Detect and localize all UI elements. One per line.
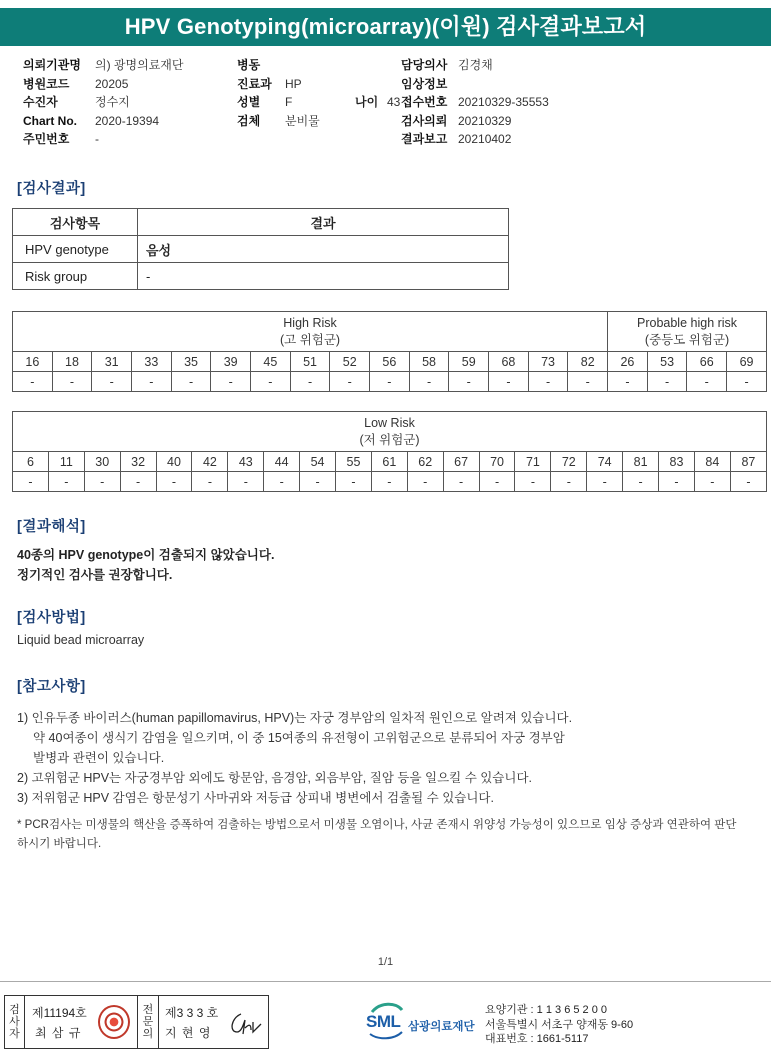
genotype-result-cell: - (371, 472, 407, 492)
note-line: 2) 고위험군 HPV는 자궁경부암 외에도 항문암, 음경암, 외음부암, 질암 등을 일으킬 수 있습니다. (17, 771, 533, 785)
genotype-result-cell: - (228, 472, 264, 492)
info-label: 병동 (237, 58, 261, 72)
info-value: 2020-19394 (95, 113, 160, 128)
table-row (13, 236, 509, 263)
genotype-result-cell: - (528, 372, 568, 392)
genotype-result-cell: - (647, 372, 687, 392)
info-value: 김경채 (458, 58, 493, 72)
genotype-cell: 43 (228, 452, 264, 472)
genotype-cell: 69 (727, 352, 767, 372)
info-value: F (285, 95, 293, 110)
genotype-cell: 26 (608, 352, 648, 372)
genotype-result-cell: - (264, 472, 300, 492)
genotype-result-cell: - (84, 472, 120, 492)
org-info-line: 서울특별시 서초구 양재동 9-60 (485, 1018, 634, 1031)
high-risk-table (12, 311, 767, 392)
genotype-cell: 32 (120, 452, 156, 472)
notes-list (17, 708, 737, 808)
seal-icon (98, 1005, 130, 1039)
genotype-result-cell: - (171, 372, 211, 392)
genotype-result-cell: - (687, 372, 727, 392)
info-row (23, 75, 183, 94)
row-item: Risk group (13, 263, 138, 290)
genotype-result-cell: - (330, 372, 370, 392)
info-label: 수진자 (23, 95, 58, 110)
info-value: 20205 (95, 76, 129, 91)
genotype-result-cell: - (694, 472, 730, 492)
info-row (401, 75, 549, 94)
genotype-result-cell: - (211, 372, 251, 392)
genotype-result-cell: - (251, 372, 291, 392)
genotype-result-cell: - (52, 372, 92, 392)
section-interpretation-heading: [결과해석] (17, 519, 86, 535)
org-name: 삼광의료재단 (408, 1021, 475, 1033)
footer-divider (0, 981, 771, 982)
genotype-result-cell: - (92, 372, 132, 392)
genotype-cell: 81 (623, 452, 659, 472)
section-result-heading: [검사결과] (17, 181, 86, 197)
genotype-cell: 83 (659, 452, 695, 472)
genotype-result-cell: - (449, 372, 489, 392)
genotype-result-cell: - (489, 372, 529, 392)
specialist-name: 지 현 영 (165, 1026, 212, 1040)
genotype-cell: 70 (479, 452, 515, 472)
examiner-license: 제11194호 (32, 1006, 87, 1020)
genotype-cell: 87 (730, 452, 766, 472)
org-info-line: 요양기관 : 1 1 3 6 5 2 0 0 (485, 1004, 608, 1016)
age-value: 43 (387, 95, 401, 110)
signature-box (4, 995, 269, 1049)
row-item: HPV genotype (13, 236, 138, 263)
high-risk-title: High Risk (283, 315, 337, 330)
note-line: 발병과 관련이 있습니다. (33, 751, 165, 765)
genotype-result-cell: - (132, 372, 172, 392)
high-risk-header (13, 312, 608, 352)
genotype-cell: 16 (13, 352, 53, 372)
info-label: 검체 (237, 113, 261, 128)
footnote: * PCR검사는 미생물의 핵산을 증폭하여 검출하는 방법으로서 미생물 오염이나, 사균 존재시 위양성 가능성이 있으므로 임상 증상과 연관하여 판단하시기 바랍니다. (17, 819, 737, 850)
info-column-1 (23, 56, 183, 149)
note-line: 1) 인유두종 바이러스(human papillomavirus, HPV)는 자궁 경부암의 일차적 원인으로 알려져 있습니다. (17, 711, 573, 725)
info-row (401, 93, 549, 112)
interpretation-line: 정기적인 검사를 권장합니다. (17, 567, 173, 582)
genotype-cell: 55 (336, 452, 372, 472)
genotype-cell: 68 (489, 352, 529, 372)
info-row (23, 130, 183, 149)
genotype-cell: 82 (568, 352, 608, 372)
genotype-result-cell: - (336, 472, 372, 492)
info-label: 임상정보 (401, 76, 448, 91)
genotype-cell: 35 (171, 352, 211, 372)
info-column-3 (401, 56, 549, 149)
genotype-cell: 58 (409, 352, 449, 372)
genotype-cell: 67 (443, 452, 479, 472)
genotype-result-cell: - (608, 372, 648, 392)
interpretation-text (17, 546, 274, 585)
info-row (23, 56, 183, 75)
info-value: - (95, 132, 99, 147)
info-label: 결과보고 (401, 132, 448, 147)
info-label: 접수번호 (401, 95, 448, 110)
risk-header-row (13, 412, 767, 452)
examiner-label-text: 검 사 자 (9, 1004, 20, 1040)
info-value: 의) 광명의료재단 (95, 58, 184, 72)
genotype-cell: 31 (92, 352, 132, 372)
low-risk-header (13, 412, 767, 452)
genotype-result-cell: - (192, 472, 228, 492)
genotype-result-cell: - (13, 472, 49, 492)
genotype-result-cell: - (407, 472, 443, 492)
genotype-result-cell: - (727, 372, 767, 392)
table-header-row (13, 209, 509, 236)
genotype-result-cell: - (13, 372, 53, 392)
specialist-label-text: 전 문 의 (142, 1004, 154, 1040)
row-result: - (138, 263, 509, 290)
info-row (237, 93, 400, 112)
genotype-cell: 72 (551, 452, 587, 472)
genotype-result-cell: - (48, 472, 84, 492)
genotype-cell: 39 (211, 352, 251, 372)
org-info-line: 대표번호 : 1661-5117 (485, 1033, 589, 1045)
report-title: HPV Genotyping(microarray)(이원) 검사결과보고서 (0, 8, 771, 46)
header-item: 검사항목 (13, 209, 138, 236)
sml-logo-text: SML (366, 1012, 401, 1031)
genotype-result-cell: - (156, 472, 192, 492)
genotype-cell: 74 (587, 452, 623, 472)
info-row (23, 112, 183, 131)
genotype-cell: 40 (156, 452, 192, 472)
signature-icon (227, 1010, 263, 1038)
genotype-cell: 73 (528, 352, 568, 372)
note-line: 3) 저위험군 HPV 감염은 항문성기 사마귀와 저등급 상피내 병변에서 검출될 수 있습니다. (17, 791, 494, 805)
genotype-cell: 53 (647, 352, 687, 372)
info-row (237, 56, 400, 75)
probable-risk-title: Probable high risk (637, 315, 738, 330)
genotype-cell: 59 (449, 352, 489, 372)
genotype-result-cell: - (290, 372, 330, 392)
info-label: 검사의뢰 (401, 113, 448, 128)
interpretation-line: 40종의 HPV genotype이 검출되지 않았습니다. (17, 548, 275, 562)
result-row (13, 472, 767, 492)
genotype-result-cell: - (623, 472, 659, 492)
info-row (23, 93, 183, 112)
low-risk-title: Low Risk (364, 415, 415, 430)
genotype-row (13, 352, 767, 372)
high-risk-subtitle: (고 위험군) (279, 332, 341, 347)
org-info (485, 1003, 633, 1047)
info-row (237, 112, 400, 131)
info-label: 주민번호 (23, 132, 70, 147)
genotype-cell: 52 (330, 352, 370, 372)
genotype-result-cell: - (120, 472, 156, 492)
method-text: Liquid bead microarray (17, 633, 145, 647)
info-row (401, 112, 549, 131)
section-method-heading: [검사방법] (17, 610, 86, 626)
info-label: Chart No. (23, 113, 77, 128)
genotype-result-cell: - (568, 372, 608, 392)
genotype-cell: 62 (407, 452, 443, 472)
genotype-cell: 44 (264, 452, 300, 472)
genotype-result-cell: - (479, 472, 515, 492)
info-value: 20210402 (458, 132, 512, 147)
low-risk-subtitle: (저 위험군) (359, 432, 420, 447)
info-row (237, 75, 400, 94)
probable-risk-subtitle: (중등도 위험군) (644, 332, 730, 347)
specialist-label (137, 996, 159, 1048)
genotype-result-cell: - (551, 472, 587, 492)
genotype-cell: 51 (290, 352, 330, 372)
page-number: 1/1 (377, 956, 394, 968)
genotype-cell: 84 (694, 452, 730, 472)
genotype-cell: 45 (251, 352, 291, 372)
examiner-label (5, 996, 25, 1048)
examiner-name: 최 삼 규 (35, 1026, 82, 1040)
risk-header-row (13, 312, 767, 352)
info-label: 진료과 (237, 76, 272, 91)
genotype-result-cell: - (300, 472, 336, 492)
header-result: 결과 (138, 209, 509, 236)
genotype-cell: 6 (13, 452, 49, 472)
genotype-row (13, 452, 767, 472)
result-row (13, 372, 767, 392)
genotype-cell: 54 (300, 452, 336, 472)
info-label: 병원코드 (23, 76, 70, 91)
low-risk-table (12, 411, 767, 492)
info-column-2 (237, 56, 400, 130)
genotype-result-cell: - (515, 472, 551, 492)
genotype-result-cell: - (409, 372, 449, 392)
genotype-cell: 66 (687, 352, 727, 372)
genotype-cell: 11 (48, 452, 84, 472)
genotype-cell: 18 (52, 352, 92, 372)
genotype-result-cell: - (659, 472, 695, 492)
genotype-result-cell: - (587, 472, 623, 492)
row-result: 음성 (138, 236, 509, 263)
genotype-cell: 71 (515, 452, 551, 472)
probable-risk-header (608, 312, 767, 352)
info-row (401, 56, 549, 75)
section-notes-heading: [참고사항] (17, 679, 86, 695)
result-table (12, 208, 509, 290)
info-value: 20210329-35553 (458, 95, 549, 110)
info-value: 정수지 (95, 95, 130, 110)
info-value: HP (285, 76, 302, 91)
info-label: 의뢰기관명 (23, 58, 81, 72)
table-row (13, 263, 509, 290)
info-row (401, 130, 549, 149)
genotype-cell: 56 (370, 352, 410, 372)
note-line: 약 40여종이 생식기 감염을 일으키며, 이 중 15여종의 유전형이 고위험군으로 분류되어 자궁 경부암 (33, 731, 565, 745)
genotype-cell: 61 (371, 452, 407, 472)
info-label: 담당의사 (401, 58, 448, 72)
genotype-result-cell: - (730, 472, 766, 492)
genotype-result-cell: - (443, 472, 479, 492)
genotype-cell: 33 (132, 352, 172, 372)
specialist-license: 제3 3 3 호 (165, 1006, 219, 1020)
genotype-result-cell: - (370, 372, 410, 392)
info-value: 20210329 (458, 113, 512, 128)
genotype-cell: 30 (84, 452, 120, 472)
info-value: 분비물 (285, 113, 320, 128)
age-label: 나이 (355, 95, 379, 110)
info-label: 성별 (237, 95, 261, 110)
genotype-cell: 42 (192, 452, 228, 472)
